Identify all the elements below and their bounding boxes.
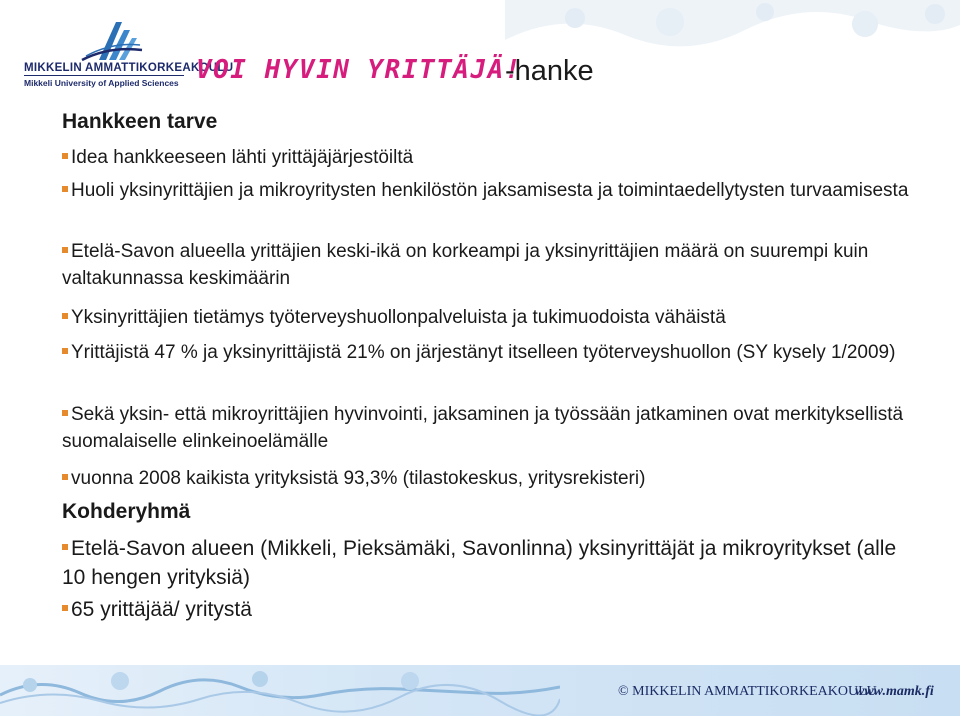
bullet-icon <box>62 348 68 354</box>
bullet-icon <box>62 605 68 611</box>
footer-wave-graphic <box>0 665 560 716</box>
footer-url: www.mamk.fi <box>855 684 934 699</box>
bullet-icon <box>62 313 68 319</box>
list-item: Etelä-Savon alueen (Mikkeli, Pieksämäki, Savonlinna) yksinyrittäjät ja mikroyritykset (alle 10 hengen yrityksiä) <box>62 537 897 589</box>
project-suffix: -hanke <box>505 55 594 87</box>
list-item: Etelä-Savon alueella yrittäjien keski-ikä on korkeampi ja yksinyrittäjien määrä on suurempi kuin valtakunnassa keskimäärin <box>62 241 869 289</box>
bullet-icon <box>62 410 68 416</box>
target-heading: Kohderyhmä <box>62 500 191 523</box>
list-item: 65 yrittäjää/ yritystä <box>62 595 922 624</box>
slide-header <box>0 0 960 100</box>
footer-copyright: © MIKKELIN AMMATTIKORKEAKOULU <box>618 684 877 699</box>
logo-divider <box>24 75 184 76</box>
need-heading: Hankkeen tarve <box>62 110 218 133</box>
bullet-icon <box>62 544 68 550</box>
logo-name-text: MIKKELIN AMMATTIKORKEAKOULU <box>24 62 234 74</box>
bullet-icon <box>62 186 68 192</box>
list-item: vuonna 2008 kaikista yrityksistä 93,3% (tilastokeskus, yritysrekisteri) <box>62 465 922 492</box>
list-item: Yrittäjistä 47 % ja yksinyrittäjistä 21% on järjestänyt itselleen työterveyshuollon (SY kysely 1/2009) <box>62 339 922 366</box>
bullet-icon <box>62 247 68 253</box>
logo-subtitle: Mikkeli University of Applied Sciences <box>24 78 179 88</box>
list-item: Yksinyrittäjien tietämys työterveyshuollonpalveluista ja tukimuodoista vähäistä <box>62 304 922 331</box>
mamk-logo-icon <box>24 16 174 62</box>
project-name: VOI HYVIN YRITTÄJÄ! <box>196 55 522 85</box>
list-item: Huoli yksinyrittäjien ja mikroyritysten henkilöstön jaksamisesta ja toimintaedellytysten turvaamisesta <box>62 177 922 204</box>
bullet-icon <box>62 474 68 480</box>
list-item: Idea hankkeeseen lähti yrittäjäjärjestöiltä <box>62 144 922 171</box>
mamk-logo <box>24 16 234 94</box>
decorative-wave-graphic <box>505 0 960 60</box>
slide-footer <box>0 665 960 716</box>
list-item: Sekä yksin- että mikroyrittäjien hyvinvointi, jaksaminen ja työssään jatkaminen ovat merkityksellistä suomalaiselle elinkeinoelämälle <box>62 404 904 452</box>
bullet-icon <box>62 153 68 159</box>
